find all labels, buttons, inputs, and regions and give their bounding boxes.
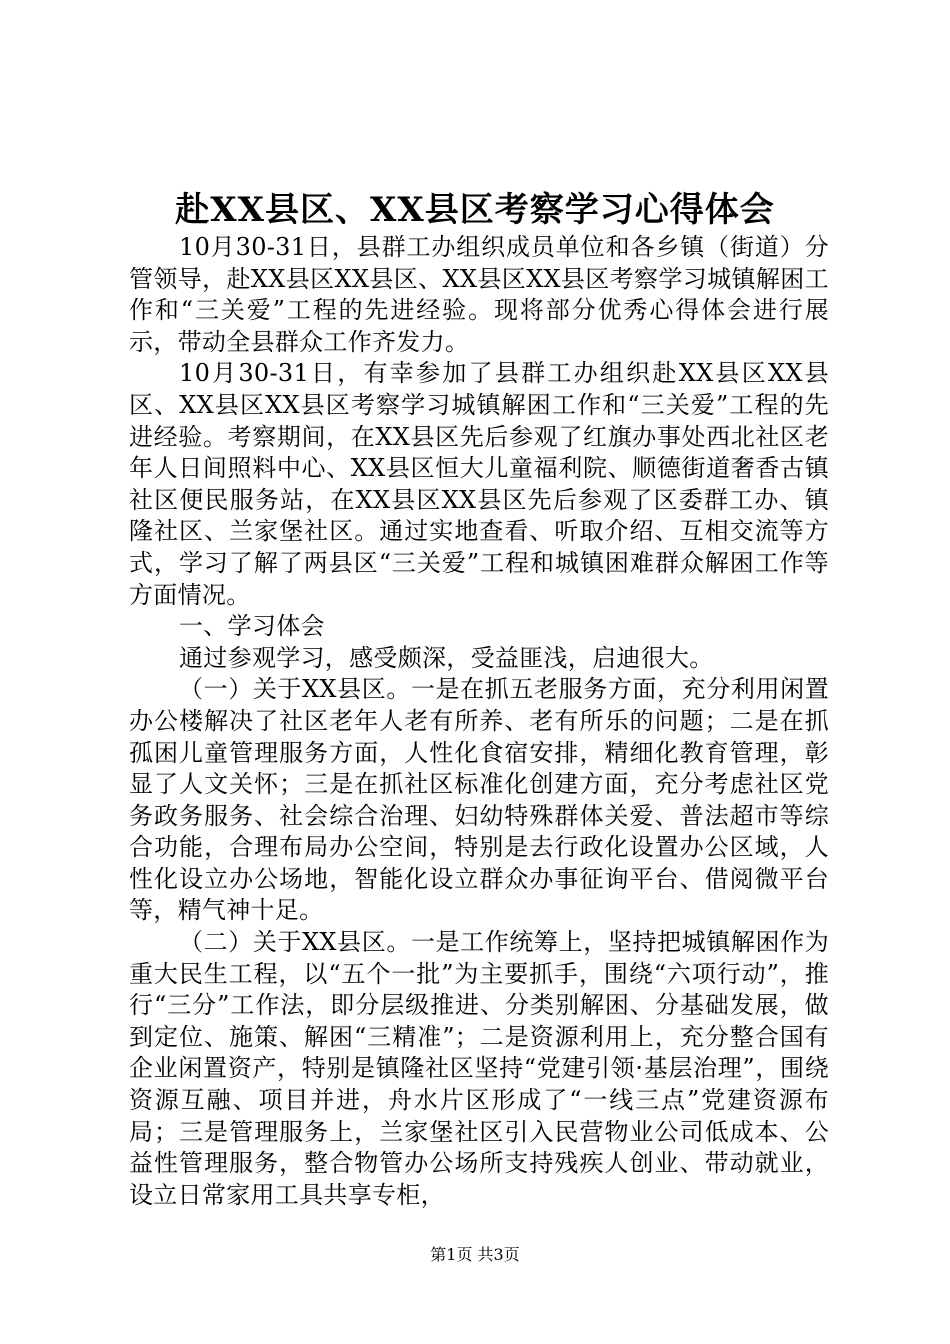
paragraph: （一）关于XX县区。一是在抓五老服务方面，充分利用闲置办公楼解决了社区老年人老有所养、老有所乐的问题；二是在抓孤困儿童管理服务方面，人性化食宿安排，精细化教育管理，彰显了人文关怀；三是在抓社区标准化创建方面，充分考虑社区党务政务服务、社会综合治理、妇幼特殊群体关爱、普法超市等综合功能，合理布局办公空间，特别是去行政化设置办公区域，人性化设立办公场地，智能化设立群众办事征询平台、借阅微平台等，精气神十足。	[129, 675, 829, 925]
paragraph: 通过参观学习，感受颇深，受益匪浅，启迪很大。	[179, 643, 714, 672]
page-number-footer: 第1页 共3页	[430, 1245, 520, 1264]
document-title: 赴XX县区、XX县区考察学习心得体会	[175, 190, 775, 230]
paragraph: （二）关于XX县区。一是工作统筹上，坚持把城镇解困作为重大民生工程，以“五个一批”为主要抓手，围绕“六项行动”，推行“三分”工作法，即分层级推进、分类别解困、分基础发展，做到定位、施策、解困“三精准”；二是资源利用上，充分整合国有企业闲置资产，特别是镇隆社区坚持“党建引领·基层治理”，围绕资源互融、项目并进，舟水片区形成了“一线三点”党建资源布局；三是管理服务上，兰家堡社区引入民营物业公司低成本、公益性管理服务，整合物管办公场所支持残疾人创业、带动就业，设立日常家用工具共享专柜，	[129, 928, 829, 1209]
section-heading: 一、学习体会	[179, 612, 325, 641]
document-body	[129, 232, 829, 1211]
paragraph: 10月30-31日，县群工办组织成员单位和各乡镇（街道）分管领导，赴XX县区XX县区、XX县区XX县区考察学习城镇解困工作和“三关爱”工程的先进经验。现将部分优秀心得体会进行展示，带动全县群众工作齐发力。	[129, 233, 829, 356]
paragraph: 10月30-31日，有幸参加了县群工办组织赴XX县区XX县区、XX县区XX县区考察学习城镇解困工作和“三关爱”工程的先进经验。考察期间，在XX县区先后参观了红旗办事处西北社区老年人日间照料中心、XX县区恒大儿童福利院、顺德街道奢香古镇社区便民服务站，在XX县区XX县区先后参观了区委群工办、镇隆社区、兰家堡社区。通过实地查看、听取介绍、互相交流等方式，学习了解了两县区“三关爱”工程和城镇困难群众解困工作等方面情况。	[129, 359, 829, 609]
